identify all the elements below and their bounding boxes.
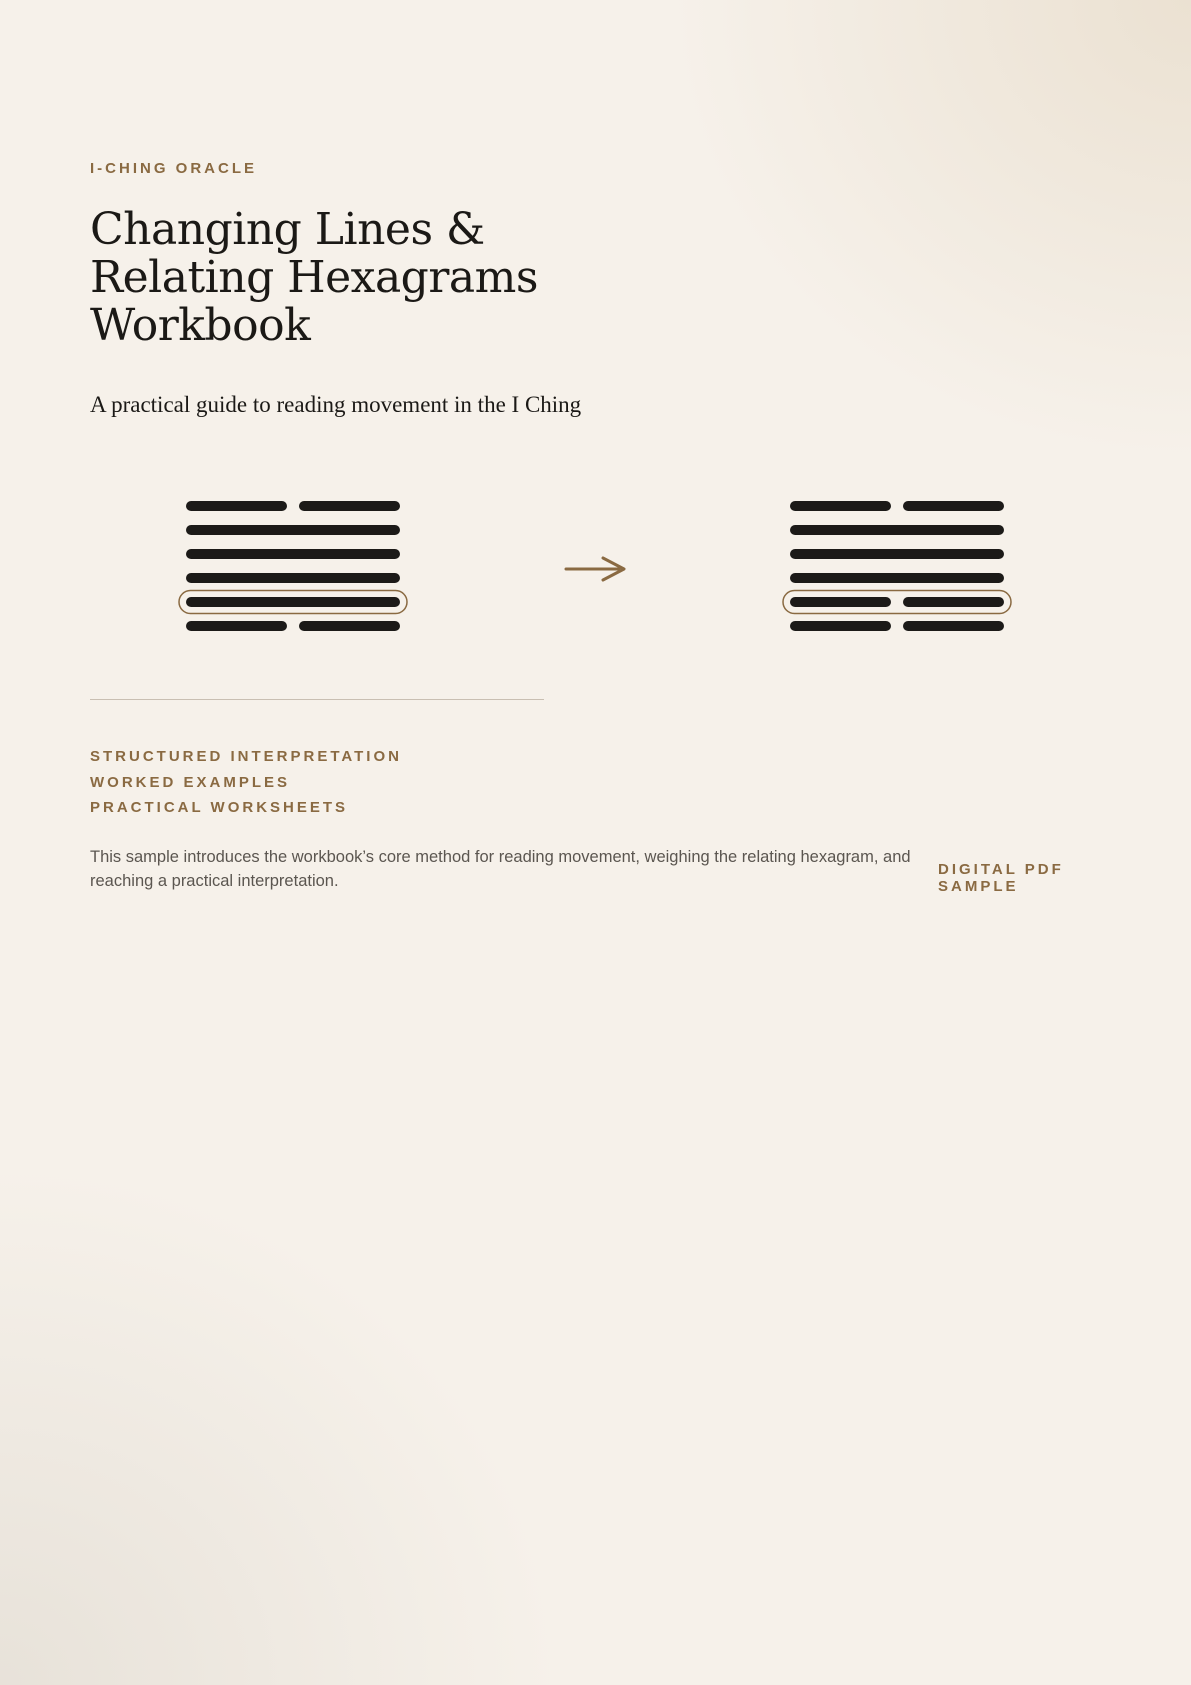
yang-line [186, 597, 400, 607]
feature-list [90, 744, 402, 821]
feature-item: STRUCTURED INTERPRETATION [90, 748, 402, 765]
yin-line-segment [790, 501, 891, 511]
yin-line-segment [186, 501, 287, 511]
yin-line-segment [790, 597, 891, 607]
title-line-2: Relating Hexagrams [90, 252, 538, 303]
yin-line-segment [790, 621, 891, 631]
title-line-3: Workbook [90, 300, 311, 351]
yang-line [186, 573, 400, 583]
yin-line-segment [186, 621, 287, 631]
sample-description: This sample introduces the workbook’s core method for reading movement, weighing the relating hexagram, and reaching a practical interpretation. [90, 848, 911, 890]
hexagram-transformation-figure [0, 490, 1191, 640]
arrow-right-icon [566, 558, 624, 580]
badge-line-2: SAMPLE [938, 878, 1019, 895]
yin-line-segment [903, 597, 1004, 607]
badge-line-1: DIGITAL PDF [938, 861, 1064, 878]
section-divider [90, 699, 544, 700]
yang-line [790, 573, 1004, 583]
yang-line [790, 525, 1004, 535]
feature-item: PRACTICAL WORKSHEETS [90, 799, 349, 816]
yang-line [790, 549, 1004, 559]
primary-hexagram [179, 501, 407, 631]
feature-item: WORKED EXAMPLES [90, 773, 291, 791]
yang-line [186, 549, 400, 559]
title-line-1: Changing Lines & [90, 204, 485, 255]
relating-hexagram [783, 501, 1011, 631]
yin-line-segment [299, 501, 400, 511]
yin-line-segment [903, 501, 1004, 511]
yin-line-segment [903, 621, 1004, 631]
page-subtitle: A practical guide to reading movement in the I Ching [90, 392, 582, 417]
yang-line [186, 525, 400, 535]
yin-line-segment [299, 621, 400, 631]
digital-pdf-sample-badge [938, 861, 1064, 895]
page-title [90, 206, 650, 350]
brand-kicker: I-CHING ORACLE [90, 160, 257, 177]
